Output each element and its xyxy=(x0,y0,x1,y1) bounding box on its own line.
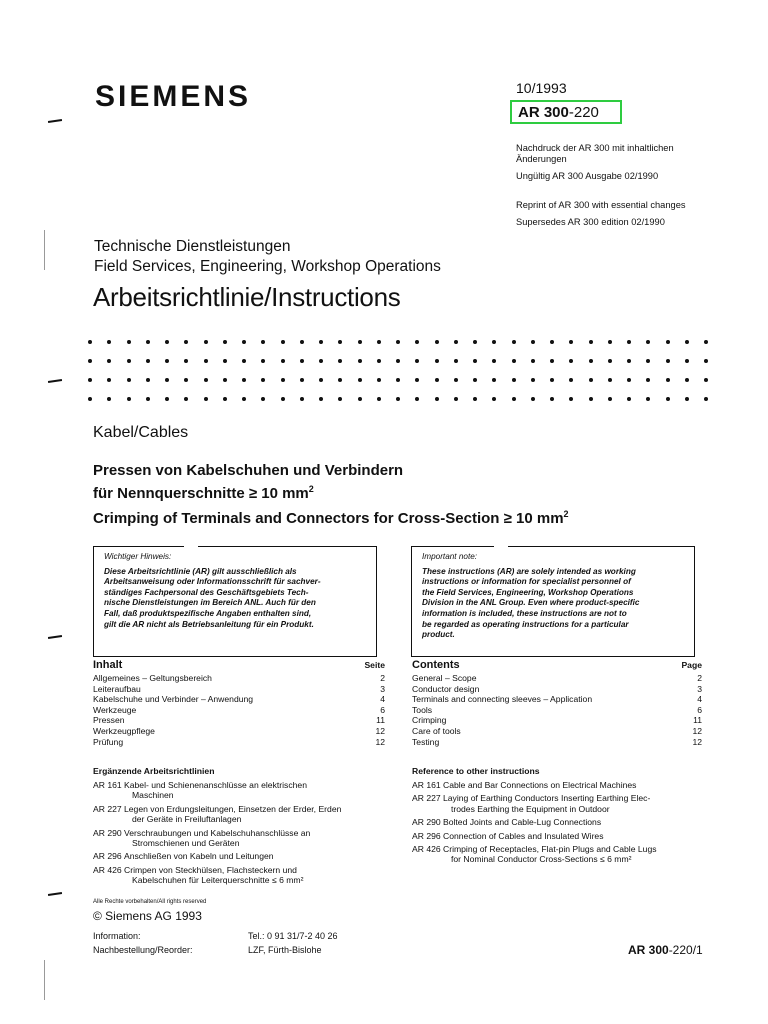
note-line: nische Dienstleistungen im Bereich ANL. Auch für den xyxy=(104,598,316,608)
reference-title xyxy=(124,851,393,861)
toc-item-page: 3 xyxy=(697,683,702,694)
references-heading: Ergänzende Arbeitsrichtlinien xyxy=(93,766,215,776)
toc-item-label: Terminals and connecting sleeves – Application xyxy=(412,694,593,705)
page-title: Arbeitsrichtlinie/Instructions xyxy=(93,282,401,312)
reference-number: AR 161 xyxy=(93,780,122,790)
dot xyxy=(165,397,169,401)
reference-number: AR 161 xyxy=(412,780,441,790)
dot xyxy=(415,359,419,363)
toc-item xyxy=(93,715,385,726)
info-label: Information: xyxy=(93,931,141,941)
copyright: © Siemens AG 1993 xyxy=(93,909,202,923)
reference-title-line: Maschinen xyxy=(132,790,174,801)
references-list xyxy=(93,780,393,886)
toc-item xyxy=(412,715,702,726)
note-line: Fall, daß produktspezifische Angaben enthalten sind, xyxy=(104,608,312,618)
dot xyxy=(358,340,362,344)
dot xyxy=(396,340,400,344)
dot xyxy=(531,359,535,363)
dot xyxy=(204,397,208,401)
reorder-value: LZF, Fürth-Bislohe xyxy=(248,945,322,955)
toc-item-label: Testing xyxy=(412,736,440,747)
dot xyxy=(88,397,92,401)
note-line: instructions or information for specialist personnel of xyxy=(422,577,631,587)
dot xyxy=(512,359,516,363)
toc-item-label: Allgemeines – Geltungsbereich xyxy=(93,673,212,683)
title-en: Crimping of Terminals and Connectors for Cross-Section ≥ 10 $mm^2$ xyxy=(93,509,569,527)
dot xyxy=(589,397,593,401)
note-line: Änderungen xyxy=(516,154,567,164)
dot xyxy=(415,340,419,344)
note-line: Ungültig AR 300 Ausgabe 02/1990 xyxy=(516,171,659,181)
dot xyxy=(223,378,227,382)
reference-item xyxy=(412,793,712,814)
dot xyxy=(184,359,188,363)
dot xyxy=(261,378,265,382)
dot xyxy=(608,397,612,401)
dot xyxy=(127,378,131,382)
dot xyxy=(146,340,150,344)
note-line: ständiges Fachpersonal des Geschäftsgebiets Tech- xyxy=(104,587,309,597)
reference-item xyxy=(412,844,712,865)
important-note-de xyxy=(93,546,377,657)
dot xyxy=(550,397,554,401)
dot xyxy=(242,359,246,363)
toc-item-page: 11 xyxy=(376,715,385,726)
dot xyxy=(666,378,670,382)
dot xyxy=(319,359,323,363)
department-en: Field Services, Engineering, Workshop Operations xyxy=(94,258,441,275)
dot xyxy=(569,397,573,401)
toc-item-label: Crimping xyxy=(412,715,447,726)
toc-page-label: Seite xyxy=(364,660,385,670)
dot xyxy=(358,359,362,363)
dot-row xyxy=(88,332,708,351)
reference-item xyxy=(93,828,393,849)
toc-item-page: 12 xyxy=(375,725,385,736)
reference-title xyxy=(124,865,393,886)
dot xyxy=(165,340,169,344)
dot xyxy=(454,378,458,382)
dot xyxy=(184,378,188,382)
reference-title xyxy=(124,804,393,825)
toc-item xyxy=(412,705,702,716)
dot xyxy=(608,378,612,382)
dot xyxy=(435,397,439,401)
dot-row xyxy=(88,351,708,370)
reference-item xyxy=(93,804,393,825)
dot xyxy=(589,378,593,382)
note-line: Supersedes AR 300 edition 02/1990 xyxy=(516,217,665,227)
dot xyxy=(646,397,650,401)
binding-mark xyxy=(48,119,62,123)
reference-title xyxy=(443,831,712,841)
dot xyxy=(435,340,439,344)
reference-item xyxy=(412,817,712,827)
reprint-note-en xyxy=(516,200,686,228)
dot xyxy=(377,340,381,344)
dot xyxy=(127,397,131,401)
department-de: Technische Dienstleistungen xyxy=(94,238,291,255)
reference-title-line: der Geräte in Freiluftanlagen xyxy=(132,814,242,825)
margin-line xyxy=(44,230,45,270)
dot xyxy=(300,340,304,344)
toc-item xyxy=(412,684,702,695)
toc-item xyxy=(93,726,385,737)
dot xyxy=(319,378,323,382)
dot xyxy=(261,340,265,344)
reference-number: AR 227 xyxy=(412,793,441,804)
toc-item-page: 2 xyxy=(380,673,385,683)
dot xyxy=(454,340,458,344)
reference-item xyxy=(412,780,712,790)
dot xyxy=(435,378,439,382)
reference-title xyxy=(443,780,712,790)
dot xyxy=(127,359,131,363)
dot xyxy=(204,378,208,382)
toc-item-label: Conductor design xyxy=(412,683,480,694)
reference-title xyxy=(124,828,393,849)
dot xyxy=(704,340,708,344)
toc-item-page: 4 xyxy=(380,694,385,705)
dot xyxy=(666,359,670,363)
toc-item-label: Tools xyxy=(412,704,433,715)
dot xyxy=(454,359,458,363)
toc-item-page: 12 xyxy=(692,725,702,736)
dot xyxy=(281,397,285,401)
title-de xyxy=(93,461,403,503)
dot xyxy=(107,359,111,363)
dot xyxy=(261,359,265,363)
reference-number: AR 296 xyxy=(93,851,122,862)
toc-item-page: 2 xyxy=(697,673,702,683)
toc-item-page: 11 xyxy=(693,715,702,726)
reference-number: AR 426 xyxy=(412,844,441,855)
dot xyxy=(146,359,150,363)
dot xyxy=(127,340,131,344)
dot xyxy=(107,397,111,401)
references-list xyxy=(412,780,712,865)
reference-item xyxy=(93,780,393,801)
dot xyxy=(627,359,631,363)
dot xyxy=(204,340,208,344)
dot xyxy=(473,397,477,401)
rights-notice: Alle Rechte vorbehalten/All rights reserved xyxy=(93,899,207,905)
dot xyxy=(338,378,342,382)
toc-item xyxy=(93,737,385,748)
dot xyxy=(396,397,400,401)
reference-number: AR 290 xyxy=(412,817,441,828)
reference-title-line: Anschließen von Kabeln und Leitungen xyxy=(124,851,274,862)
dot xyxy=(454,397,458,401)
dot xyxy=(646,359,650,363)
toc-item xyxy=(412,694,702,705)
dot xyxy=(512,397,516,401)
dot xyxy=(281,359,285,363)
dot xyxy=(396,359,400,363)
dot xyxy=(569,340,573,344)
reference-title-line: Kabelschuhen für Leiterquerschnitte ≤ 6 mm² xyxy=(132,875,304,886)
dot xyxy=(685,340,689,344)
dot xyxy=(666,340,670,344)
dot xyxy=(223,340,227,344)
dot xyxy=(704,378,708,382)
note-line: Nachdruck der AR 300 mit inhaltlichen xyxy=(516,143,674,153)
toc-item-page: 6 xyxy=(380,704,385,715)
toc-item-page: 12 xyxy=(375,736,385,747)
toc-list xyxy=(93,673,385,747)
toc-item xyxy=(93,705,385,716)
toc-item-label: General – Scope xyxy=(412,673,477,683)
dot xyxy=(685,378,689,382)
note-body xyxy=(104,567,366,631)
toc-page-label: Page xyxy=(681,660,702,670)
dot xyxy=(319,340,323,344)
dot xyxy=(666,397,670,401)
dot xyxy=(338,340,342,344)
dot xyxy=(492,397,496,401)
toc-item-page: 3 xyxy=(380,683,385,694)
note-heading: Wichtiger Hinweis: xyxy=(104,552,172,561)
dot xyxy=(88,359,92,363)
dot xyxy=(473,340,477,344)
note-line: be regarded as operating instructions for a particular xyxy=(422,619,629,629)
reference-title xyxy=(443,793,712,814)
dot xyxy=(261,397,265,401)
toc-list xyxy=(412,673,702,747)
dot xyxy=(589,340,593,344)
dot xyxy=(512,340,516,344)
toc-item xyxy=(412,726,702,737)
note-line: These instructions (AR) are solely intended as working xyxy=(422,566,636,576)
dot xyxy=(415,397,419,401)
note-line: Division in the ANL Group. Even where product-specific xyxy=(422,598,640,608)
reference-title xyxy=(443,844,712,865)
dot xyxy=(492,359,496,363)
toc-item-label: Kabelschuhe und Verbinder – Anwendung xyxy=(93,694,254,705)
info-phone: Tel.: 0 91 31/7-2 40 26 xyxy=(248,931,338,941)
toc-item xyxy=(93,684,385,695)
dot-row xyxy=(88,389,708,408)
toc-item-label: Leiteraufbau xyxy=(93,683,141,694)
dot xyxy=(184,397,188,401)
dot xyxy=(358,397,362,401)
reference-title-line: Stromschienen und Geräten xyxy=(132,838,240,849)
dot xyxy=(377,397,381,401)
dot xyxy=(223,397,227,401)
toc-de xyxy=(93,659,385,747)
title-de-line-1: Pressen von Kabelschuhen und Verbindern xyxy=(93,462,404,479)
toc-item xyxy=(93,673,385,684)
dot xyxy=(146,378,150,382)
reference-title-line: Connection of Cables and Insulated Wires xyxy=(443,830,604,841)
issue-date: 10/1993 xyxy=(516,80,567,96)
note-line: Diese Arbeitsrichtlinie (AR) gilt ausschließlich als xyxy=(104,566,297,576)
binding-mark xyxy=(48,379,62,383)
reference-title-line: Verschraubungen und Kabelschuhanschlüsse an xyxy=(124,827,311,838)
reference-item xyxy=(93,851,393,861)
dot xyxy=(242,340,246,344)
dot xyxy=(338,397,342,401)
dot xyxy=(550,359,554,363)
dot xyxy=(550,378,554,382)
reference-title-line: Cable and Bar Connections on Electrical Machines xyxy=(443,780,637,790)
dot xyxy=(492,378,496,382)
dot xyxy=(512,378,516,382)
dot xyxy=(569,359,573,363)
dot xyxy=(473,378,477,382)
reference-title-line: Crimping of Receptacles, Flat-pin Plugs and Cable Lugs xyxy=(443,844,657,855)
note-line: product. xyxy=(422,630,455,640)
toc-item-label: Werkzeuge xyxy=(93,704,137,715)
binding-mark xyxy=(48,892,62,896)
dot xyxy=(281,340,285,344)
reference-title xyxy=(443,817,712,827)
important-note-en xyxy=(411,546,695,657)
reference-number: AR 227 xyxy=(93,803,122,814)
toc-heading: Contents xyxy=(412,659,460,671)
dot xyxy=(165,359,169,363)
references-en xyxy=(412,766,712,868)
dot xyxy=(550,340,554,344)
dot xyxy=(473,359,477,363)
dot xyxy=(627,397,631,401)
document-number-main: AR 300 xyxy=(518,104,569,121)
toc-item-page: 12 xyxy=(692,736,702,747)
toc-item-label: Prüfung xyxy=(93,736,124,747)
note-line: the Field Services, Engineering, Workshop Operations xyxy=(422,587,634,597)
toc-en xyxy=(412,659,702,747)
dot xyxy=(492,340,496,344)
dot xyxy=(685,397,689,401)
note-line: information is included, these instructions are not to xyxy=(422,608,627,618)
toc-item-page: 6 xyxy=(697,704,702,715)
dot xyxy=(531,397,535,401)
reference-title-line: Legen von Erdungsleitungen, Einsetzen der Erder, Erden xyxy=(124,803,342,814)
dot xyxy=(685,359,689,363)
reference-title-line: Laying of Earthing Conductors Inserting Earthing Elec- xyxy=(443,793,651,804)
toc-item-page: 4 xyxy=(697,694,702,705)
dot xyxy=(223,359,227,363)
page-number: AR 300-220/1 xyxy=(628,943,703,957)
reprint-note-de xyxy=(516,143,674,182)
dot xyxy=(377,359,381,363)
dot xyxy=(300,359,304,363)
dot xyxy=(377,378,381,382)
toc-item xyxy=(412,737,702,748)
dot xyxy=(627,378,631,382)
dot xyxy=(165,378,169,382)
document-number xyxy=(510,100,622,124)
dot xyxy=(242,378,246,382)
reference-number: AR 296 xyxy=(412,830,441,841)
document-number-suffix: -220 xyxy=(568,104,599,121)
dot-row xyxy=(88,370,708,389)
reference-number: AR 290 xyxy=(93,827,122,838)
dot xyxy=(608,340,612,344)
reference-title-line: Kabel- und Schienenanschlüsse an elektrischen xyxy=(124,780,307,790)
dot xyxy=(338,359,342,363)
dot xyxy=(396,378,400,382)
note-heading: Important note: xyxy=(422,552,478,561)
references-de xyxy=(93,766,393,889)
dot xyxy=(435,359,439,363)
dot xyxy=(589,359,593,363)
dot xyxy=(627,340,631,344)
dot xyxy=(184,340,188,344)
toc-heading: Inhalt xyxy=(93,659,123,671)
dot xyxy=(531,340,535,344)
reference-title-line: Bolted Joints and Cable-Lug Connections xyxy=(443,817,602,828)
reorder-label: Nachbestellung/Reorder: xyxy=(93,945,193,955)
reference-title-line: trodes Earthing the Equipment in Outdoor xyxy=(451,803,610,814)
dot xyxy=(608,359,612,363)
note-line: Arbeitsanweisung oder Informationsschrift für sachver- xyxy=(104,577,321,587)
dot xyxy=(281,378,285,382)
dot xyxy=(146,397,150,401)
dot xyxy=(704,359,708,363)
reference-title-line: for Nominal Conductor Cross-Sections ≤ 6 mm² xyxy=(451,854,632,865)
dot-pattern xyxy=(88,332,708,408)
company-logo: SIEMENS xyxy=(95,80,252,113)
dot xyxy=(204,359,208,363)
dot xyxy=(300,378,304,382)
toc-item xyxy=(93,694,385,705)
dot xyxy=(531,378,535,382)
dot xyxy=(107,378,111,382)
dot xyxy=(242,397,246,401)
note-line: gilt die AR nicht als Betriebsanleitung für ein Produkt. xyxy=(104,619,314,629)
dot xyxy=(358,378,362,382)
dot xyxy=(646,340,650,344)
dot xyxy=(319,397,323,401)
dot xyxy=(300,397,304,401)
dot xyxy=(415,378,419,382)
reference-title-line: Crimpen von Steckhülsen, Flachsteckern und xyxy=(124,864,297,875)
dot xyxy=(107,340,111,344)
dot xyxy=(646,378,650,382)
reference-number: AR 426 xyxy=(93,864,122,875)
title-de-line-2: für Nennquerschnitte ≥ 10 $mm^2$ xyxy=(93,484,314,502)
binding-mark xyxy=(48,635,62,639)
dot xyxy=(704,397,708,401)
reference-item xyxy=(412,831,712,841)
dot xyxy=(88,378,92,382)
category-heading: Kabel/Cables xyxy=(93,424,189,441)
reference-title xyxy=(124,780,393,801)
dot xyxy=(88,340,92,344)
note-body xyxy=(422,567,684,641)
dot xyxy=(569,378,573,382)
references-heading: Reference to other instructions xyxy=(412,766,540,776)
margin-line xyxy=(44,960,45,1000)
toc-item-label: Care of tools xyxy=(412,725,461,736)
toc-item-label: Werkzeugpflege xyxy=(93,725,155,736)
reference-item xyxy=(93,865,393,886)
toc-item-label: Pressen xyxy=(93,715,125,726)
toc-item xyxy=(412,673,702,684)
note-line: Reprint of AR 300 with essential changes xyxy=(516,200,686,210)
